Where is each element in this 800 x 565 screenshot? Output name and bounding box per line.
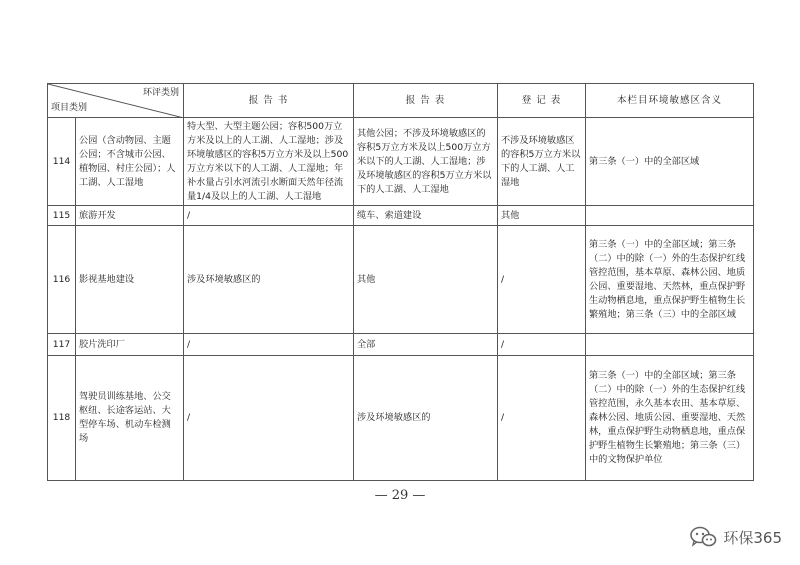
sensitive-area-cell: 第三条（一）中的全部区域 <box>586 118 754 206</box>
project-category: 公园（含动物园、主题公园；不含城市公园、植物园、村庄公园）；人工湖、人工湿地 <box>76 118 184 206</box>
row-number: 115 <box>48 206 76 226</box>
diagonal-header-cell <box>48 84 184 118</box>
register-form-cell: / <box>498 356 586 481</box>
wechat-icon <box>689 525 717 549</box>
register-form-cell: 其他 <box>498 206 586 226</box>
watermark <box>689 522 782 552</box>
sensitive-area-cell <box>586 206 754 226</box>
page-number: — 29 — <box>374 488 426 503</box>
report-book-cell: 涉及环境敏感区的 <box>184 226 354 334</box>
register-form-cell: / <box>498 334 586 356</box>
report-book-cell: / <box>184 356 354 481</box>
header-sensitive-area: 本栏目环境敏感区含义 <box>586 84 754 118</box>
register-form-cell: / <box>498 226 586 334</box>
report-form-cell: 全部 <box>354 334 498 356</box>
project-category: 旅游开发 <box>76 206 184 226</box>
report-form-cell: 缆车、索道建设 <box>354 206 498 226</box>
watermark-text: 环保365 <box>723 528 782 547</box>
table-header-row <box>48 84 754 118</box>
report-book-cell: 特大型、大型主题公园；容积500万立方米及以上的人工湖、人工湿地；涉及环境敏感区的容积5万立方米及以上500万立方米以下的人工湖、人工湿地；年补水量占引水河流引水断面天然年径流量1/4及以上的人工湖、人工湿地 <box>184 118 354 206</box>
table-row <box>48 356 754 481</box>
project-category: 影视基地建设 <box>76 226 184 334</box>
report-form-cell: 其他 <box>354 226 498 334</box>
eia-category-table <box>47 83 754 481</box>
table-row <box>48 118 754 206</box>
corner-label-project-category: 项目类别 <box>51 103 88 113</box>
corner-label-eia-category: 环评类别 <box>142 88 179 98</box>
sensitive-area-cell <box>586 334 754 356</box>
header-report-book: 报 告 书 <box>184 84 354 118</box>
project-category: 胶片洗印厂 <box>76 334 184 356</box>
sensitive-area-cell: 第三条（一）中的全部区域；第三条（二）中的除（一）外的生态保护红线管控范围，永久基本农田、基本草原、森林公园、地质公园、重要湿地、天然林，重点保护野生动物栖息地，重点保护野生植物生长繁殖地；第三条（三）中的文物保护单位 <box>586 356 754 481</box>
report-book-cell: / <box>184 206 354 226</box>
row-number: 117 <box>48 334 76 356</box>
report-form-cell: 其他公园；不涉及环境敏感区的容积5万立方米及以上500万立方米以下的人工湖、人工湿地；涉及环境敏感区的容积5万立方米以下的人工湖、人工湿地 <box>354 118 498 206</box>
table-row <box>48 334 754 356</box>
report-form-cell: 涉及环境敏感区的 <box>354 356 498 481</box>
header-report-form: 报 告 表 <box>354 84 498 118</box>
register-form-cell: 不涉及环境敏感区的容积5万立方米以下的人工湖、人工湿地 <box>498 118 586 206</box>
row-number: 118 <box>48 356 76 481</box>
project-category: 驾驶员训练基地、公交枢纽、长途客运站、大型停车场、机动车检测场 <box>76 356 184 481</box>
sensitive-area-cell: 第三条（一）中的全部区域；第三条（二）中的除（一）外的生态保护红线管控范围，基本草原、森林公园、地质公园、重要湿地、天然林，重点保护野生动物栖息地，重点保护野生植物生长繁殖地；第三条（三）中的全部区域 <box>586 226 754 334</box>
report-book-cell: / <box>184 334 354 356</box>
row-number: 116 <box>48 226 76 334</box>
table-row <box>48 226 754 334</box>
row-number: 114 <box>48 118 76 206</box>
table-row <box>48 206 754 226</box>
header-register-form: 登 记 表 <box>498 84 586 118</box>
